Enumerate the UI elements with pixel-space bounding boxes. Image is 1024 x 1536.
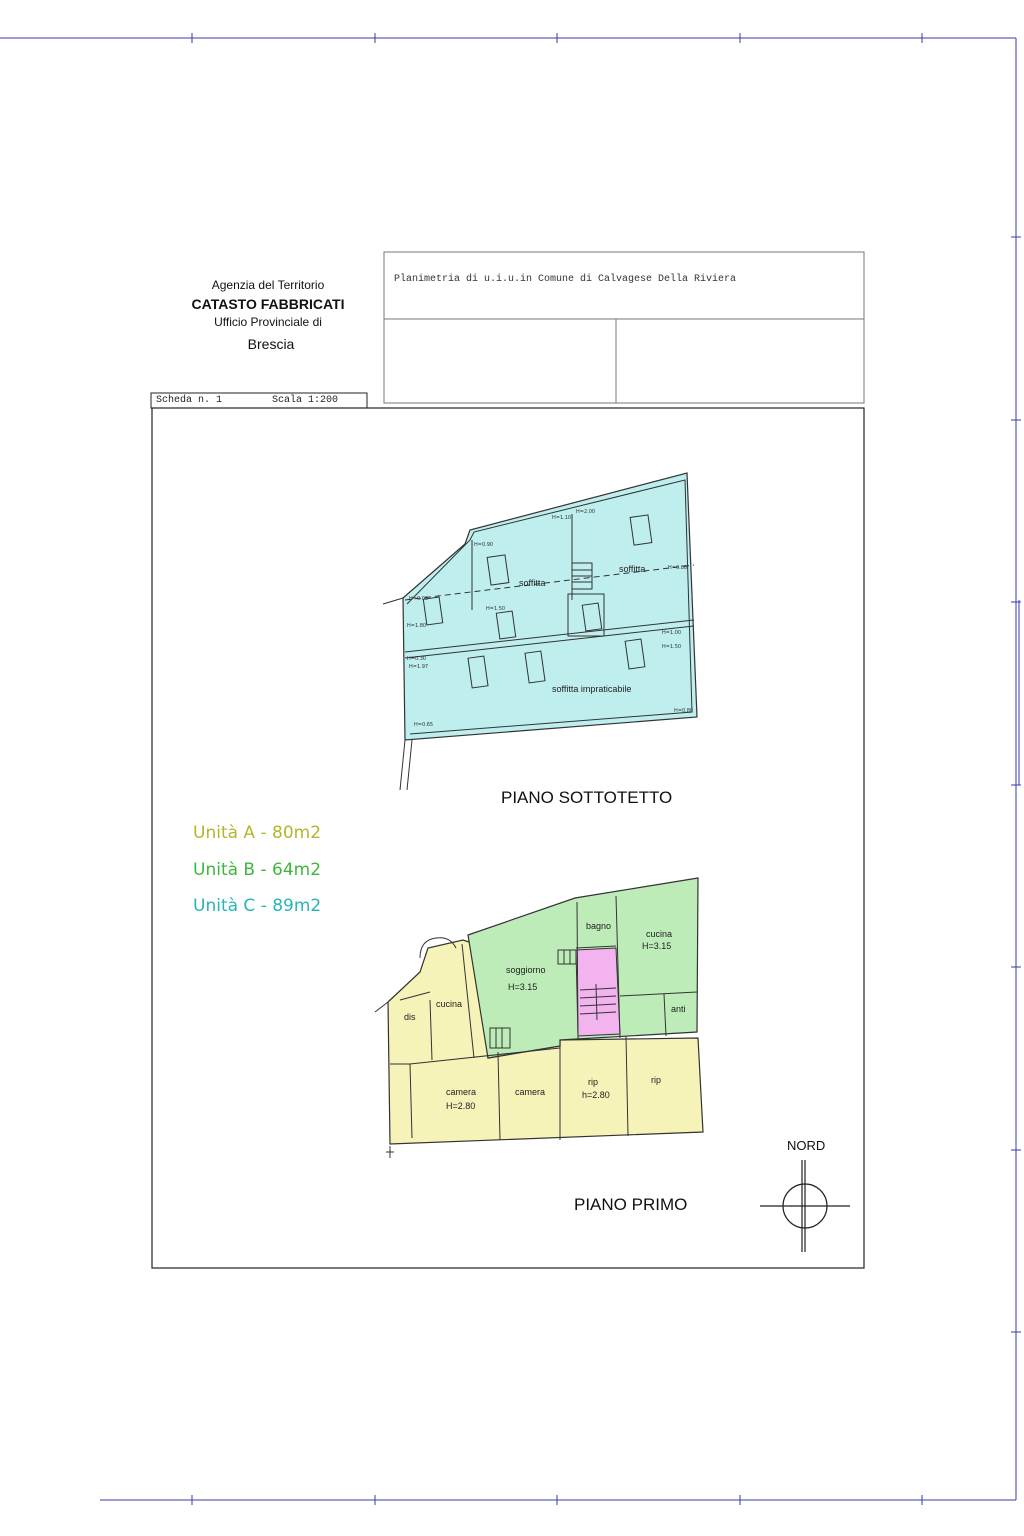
svg-text:H=1.50: H=1.50 [486, 606, 506, 612]
svg-text:H=1.50: H=1.50 [662, 644, 682, 650]
city-name: Brescia [247, 336, 295, 352]
scheda-number: Scheda n. 1 [156, 395, 223, 406]
room-label-soffitta-impraticabile: soffitta impraticabile [552, 684, 632, 694]
room-label-soffitta-1: soffitta [519, 578, 546, 588]
legend-unit-a: Unità A - 80m2 [193, 823, 322, 843]
attic-plan-label: PIANO SOTTOTETTO [501, 788, 673, 807]
room-label-rip-1: rip [588, 1077, 599, 1087]
room-height-rip-1: h=2.80 [582, 1090, 610, 1100]
svg-text:H=2.00: H=2.00 [576, 509, 596, 515]
ufficio-label: Ufficio Provinciale di [214, 315, 322, 329]
svg-text:H=0.90: H=0.90 [474, 542, 494, 548]
room-height-cucina-b: H=3.15 [642, 941, 672, 951]
room-label-cucina-b: cucina [646, 929, 673, 939]
svg-text:H=0.80: H=0.80 [674, 708, 694, 714]
room-label-soggiorno: soggiorno [506, 965, 546, 975]
svg-text:H=0.30: H=0.30 [407, 656, 427, 662]
planimetry-title: Planimetria di u.i.u.in Comune di Calvagese Della Riviera [394, 274, 737, 285]
room-label-cucina-a: cucina [436, 999, 463, 1009]
stair-area [576, 948, 620, 1036]
svg-text:H=0.65: H=0.65 [414, 722, 434, 728]
svg-text:H=1.00: H=1.00 [662, 630, 682, 636]
first-floor-plan-label: PIANO PRIMO [574, 1195, 688, 1214]
room-label-anti: anti [671, 1004, 686, 1014]
svg-text:H=1.80: H=1.80 [407, 623, 427, 629]
agency-name: Agenzia del Territorio [211, 278, 325, 292]
svg-text:H=0.88: H=0.88 [668, 565, 688, 571]
compass-label: NORD [787, 1138, 826, 1153]
room-height-soggiorno: H=3.15 [508, 982, 538, 992]
room-label-rip-2: rip [651, 1075, 662, 1085]
sheet-frame [0, 33, 1021, 1505]
legend-unit-b: Unità B - 64m2 [193, 860, 322, 880]
svg-text:H=1.10: H=1.10 [552, 515, 572, 521]
room-label-soffitta-2: soffitta [619, 564, 646, 574]
agency-header [180, 278, 356, 329]
room-label-dis: dis [404, 1012, 416, 1022]
room-label-bagno: bagno [586, 921, 612, 931]
scheda-scale: Scala 1:200 [272, 395, 339, 406]
catasto-title: CATASTO FABBRICATI [191, 296, 345, 312]
svg-text:H=1.97: H=1.97 [409, 664, 429, 670]
room-label-camera-1: camera [446, 1087, 477, 1097]
legend-unit-c: Unità C - 89m2 [193, 896, 322, 916]
svg-text:H=0.00: H=0.00 [409, 596, 429, 602]
first-floor-plan [375, 878, 703, 1158]
attic-plan [383, 473, 697, 790]
room-height-camera-1: H=2.80 [446, 1101, 476, 1111]
room-label-camera-2: camera [515, 1087, 546, 1097]
